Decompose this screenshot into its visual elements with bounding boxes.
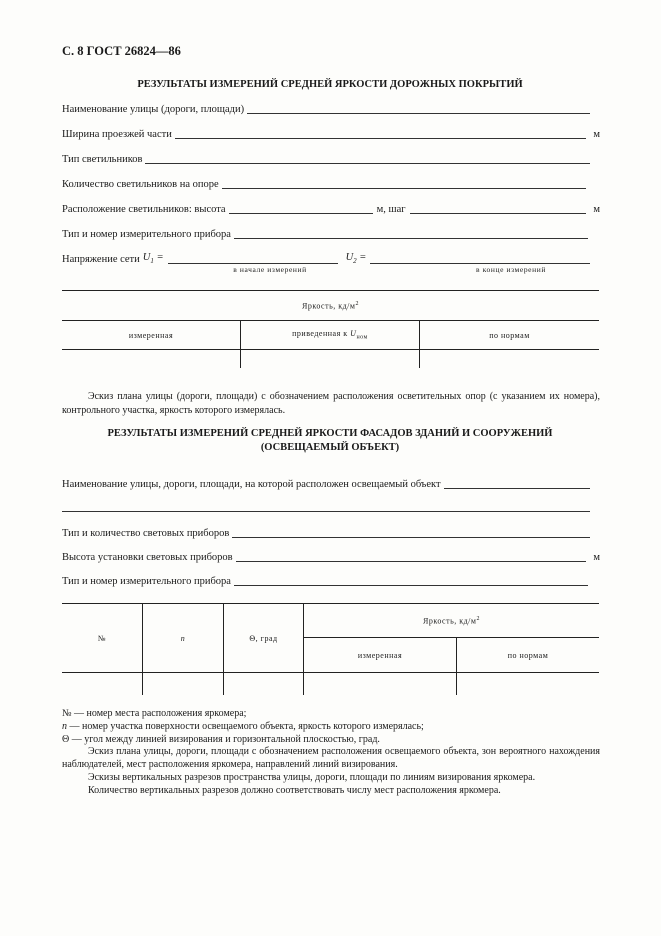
voltage-row [62, 251, 590, 265]
page-header: С. 8 ГОСТ 26824—86 [62, 44, 181, 58]
lamp-count-field[interactable] [222, 179, 586, 189]
width-field[interactable] [175, 129, 586, 139]
lamp-type-row [62, 151, 590, 165]
height-field[interactable] [236, 552, 586, 562]
col-theta: Θ, град [224, 604, 304, 673]
object-field[interactable] [444, 479, 590, 489]
meter-label: Тип и номер измерительного прибора [62, 229, 231, 240]
cell-measured[interactable] [62, 350, 241, 368]
caption-start: в начале измерений [233, 265, 307, 274]
object-row [62, 476, 590, 490]
section2-title-line1: РЕЗУЛЬТАТЫ ИЗМЕРЕНИЙ СРЕДНЕЙ ЯРКОСТИ ФАСАДОВ ЗДАНИЙ И СООРУЖЕНИЙ [107, 428, 553, 439]
width-row [62, 126, 600, 140]
devices-field[interactable] [232, 528, 590, 538]
lamp-position-row [62, 201, 600, 215]
brightness2-header: Яркость, $кд/м^2$ [304, 604, 600, 638]
object-label: Наименование улицы, дороги, площади, на которой расположен освещаемый объект [62, 479, 441, 490]
lamp-count-row [62, 176, 586, 190]
lamp-step-field[interactable] [410, 204, 586, 214]
cell2-n[interactable] [143, 673, 224, 695]
devices-row [62, 525, 590, 539]
paragraph-count [62, 785, 600, 798]
meter-field[interactable] [234, 229, 588, 239]
voltage-label: Напряжение сети [62, 254, 140, 265]
u1-label: $U_1$ = [142, 251, 164, 265]
cell2-norm[interactable] [457, 673, 600, 695]
sketch-paragraph-1 [62, 390, 600, 417]
col-measured: измеренная [62, 321, 241, 350]
section2-title-line2: (ОСВЕЩАЕМЫЙ ОБЪЕКТ) [260, 442, 400, 453]
meter2-row [62, 573, 588, 587]
lamp-step-label: м, шаг [376, 204, 406, 215]
street-row [62, 101, 590, 115]
object-field-continued[interactable] [62, 511, 590, 512]
cell-reduced[interactable] [241, 350, 420, 368]
lamp-position-label: Расположение светильников: высота [62, 204, 226, 215]
sketch-text-1: Эскиз плана улицы (дороги, площади) с обозначением расположения осветительных опор (с указанием их номера), контрольного участка, яркость которого измерялась. [62, 391, 600, 416]
height-unit: м [593, 552, 600, 563]
cell2-measured[interactable] [304, 673, 457, 695]
devices-label: Тип и количество световых приборов [62, 528, 230, 539]
col-n: n [143, 604, 224, 673]
meter2-field[interactable] [234, 576, 588, 586]
width-unit: м [593, 129, 600, 140]
col2-measured: измеренная [304, 638, 457, 673]
col2-norm: по нормам [507, 650, 549, 660]
u1-field[interactable] [168, 254, 338, 264]
note-theta: Θ — угол между линией визирования и горизонтальной плоскостью, град. [62, 733, 380, 745]
col-number: № [62, 604, 143, 673]
height-row [62, 549, 600, 563]
cell2-number[interactable] [62, 673, 143, 695]
lamp-type-label: Тип светильников [62, 154, 143, 165]
note-number: № — номер места расположения яркомера; [62, 708, 247, 719]
cell-norm[interactable] [420, 350, 600, 368]
section2-title [62, 427, 598, 455]
u2-label: $U_2$ = [345, 251, 367, 265]
lamp-height-field[interactable] [229, 204, 373, 214]
col-reduced: приведенная к $U_{ном}$ [241, 321, 420, 350]
street-field[interactable] [247, 104, 590, 114]
u2-field[interactable] [370, 254, 590, 264]
caption-end: в конце измерений [476, 265, 546, 274]
note-n: n — номер участка поверхности освещаемого объекта, яркость которого измерялась; [62, 720, 424, 732]
height-label: Высота установки световых приборов [62, 552, 233, 563]
width-label: Ширина проезжей части [62, 129, 172, 140]
paragraph-sketch-plan-text: Эскиз плана улицы, дороги, площади с обозначением расположения освещаемого объекта, зон вероятного нахождения наблюдателей, мест расположения яркомера, направлений линий визирования. [62, 746, 600, 771]
lamp-type-field[interactable] [145, 154, 590, 164]
street-label: Наименование улицы (дороги, площади) [62, 104, 245, 115]
notes-block [62, 708, 600, 798]
brightness-header: Яркость, $кд/м^2$ [302, 300, 359, 311]
lamp-count-label: Количество светильников на опоре [62, 179, 219, 190]
col-norm: по нормам [489, 330, 530, 340]
meter2-label: Тип и номер измерительного прибора [62, 576, 231, 587]
section1-title: РЕЗУЛЬТАТЫ ИЗМЕРЕНИЙ СРЕДНЕЙ ЯРКОСТИ ДОРОЖНЫХ ПОКРЫТИЙ [137, 79, 523, 90]
cell2-theta[interactable] [224, 673, 304, 695]
facade-brightness-table [62, 603, 599, 695]
meter-row [62, 226, 588, 240]
road-brightness-table [62, 290, 599, 368]
paragraph-sections-text: Эскизы вертикальных разрезов пространства улицы, дороги, площади по линиям визирования яркомера. [88, 771, 536, 783]
paragraph-sketch-plan [62, 746, 600, 772]
paragraph-count-text: Количество вертикальных разрезов должно соответствовать числу мест расположения яркомера. [88, 784, 501, 796]
paragraph-sections [62, 772, 600, 785]
lamp-step-unit: м [593, 204, 600, 215]
